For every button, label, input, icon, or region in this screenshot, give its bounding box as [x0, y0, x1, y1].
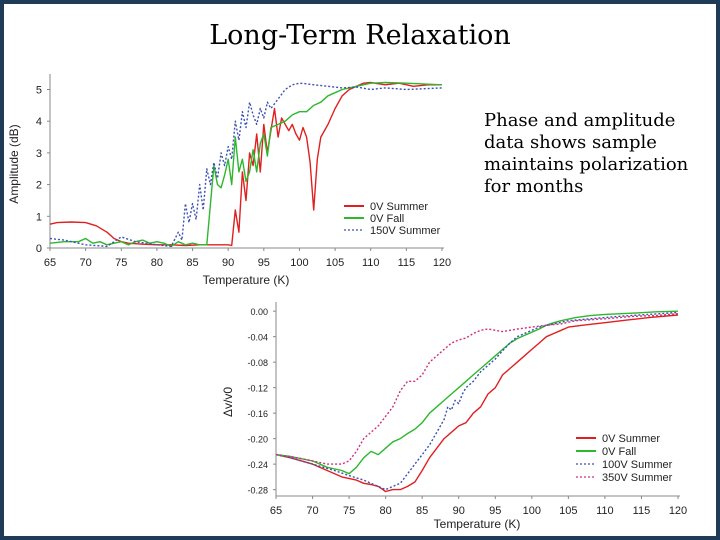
amplitude-x-tick-label: 85: [186, 257, 199, 269]
velocity-y-tick-label: 0.00: [250, 307, 268, 318]
velocity-x-tick-label: 90: [452, 505, 465, 517]
amplitude-legend-label: 0V Summer: [370, 201, 429, 213]
velocity-legend-label: 0V Fall: [602, 446, 637, 458]
amplitude-x-tick-label: 100: [290, 257, 309, 269]
caption-line: data shows sample: [484, 132, 657, 153]
amplitude-legend-label: 0V Fall: [370, 213, 405, 225]
amplitude-x-tick-label: 120: [432, 257, 452, 269]
velocity-y-tick-label: -0.20: [247, 434, 268, 445]
velocity-legend: [576, 433, 673, 484]
slide-title: Long-Term Relaxation: [209, 20, 511, 51]
velocity-x-tick-label: 85: [416, 505, 429, 517]
amplitude-y-tick-label: 5: [35, 84, 42, 97]
velocity-y-tick-label: -0.24: [247, 460, 268, 471]
amplitude-y-tick-label: 0: [35, 243, 42, 255]
amplitude-x-tick-label: 65: [43, 257, 57, 269]
velocity-y-tick-label: -0.04: [247, 332, 268, 343]
amplitude-chart: [7, 74, 451, 287]
velocity-x-tick-label: 95: [489, 505, 502, 517]
amplitude-legend-label: 150V Summer: [370, 225, 441, 237]
velocity-y-tick-label: -0.08: [247, 358, 268, 369]
amplitude-x-tick-label: 80: [150, 257, 164, 269]
amplitude-x-tick-label: 105: [325, 257, 345, 269]
velocity-x-tick-label: 80: [379, 505, 392, 517]
amplitude-x-tick-label: 110: [361, 257, 380, 269]
velocity-legend-label: 350V Summer: [602, 472, 673, 484]
velocity-legend-label: 0V Summer: [602, 433, 661, 445]
velocity-x-tick-label: 110: [596, 505, 614, 517]
velocity-x-tick-label: 75: [342, 505, 356, 517]
velocity-legend-label: 100V Summer: [602, 459, 673, 471]
velocity-x-tick-label: 70: [306, 505, 319, 517]
velocity-y-axis-label: Δv/v0: [221, 386, 235, 418]
velocity-x-tick-label: 105: [559, 505, 578, 517]
amplitude-x-tick-label: 75: [115, 257, 128, 269]
amplitude-x-tick-label: 95: [257, 257, 270, 269]
velocity-y-tick-label: -0.16: [247, 409, 268, 420]
velocity-x-tick-label: 100: [522, 505, 541, 517]
caption-line: for months: [484, 176, 584, 197]
amplitude-y-tick-label: 2: [35, 179, 42, 192]
caption-line: Phase and amplitude: [484, 110, 676, 131]
amplitude-x-tick-label: 90: [222, 257, 235, 269]
amplitude-legend: [344, 201, 441, 237]
caption-line: maintains polarization: [484, 154, 689, 175]
amplitude-y-tick-label: 1: [35, 211, 42, 224]
velocity-y-tick-label: -0.28: [247, 485, 268, 496]
velocity-y-tick-label: -0.12: [247, 383, 268, 394]
amplitude-x-axis-label: Temperature (K): [202, 273, 290, 287]
velocity-x-tick-label: 65: [269, 505, 283, 517]
amplitude-x-tick-label: 115: [397, 257, 416, 269]
velocity-x-tick-label: 120: [668, 505, 688, 517]
velocity-x-tick-label: 115: [632, 505, 651, 517]
velocity-chart: [221, 302, 687, 531]
amplitude-y-tick-label: 4: [35, 116, 42, 129]
velocity-x-axis-label: Temperature (K): [433, 517, 521, 531]
amplitude-x-tick-label: 70: [79, 257, 92, 269]
amplitude-y-axis-label: Amplitude (dB): [7, 124, 21, 204]
amplitude-y-tick-label: 3: [35, 147, 42, 160]
